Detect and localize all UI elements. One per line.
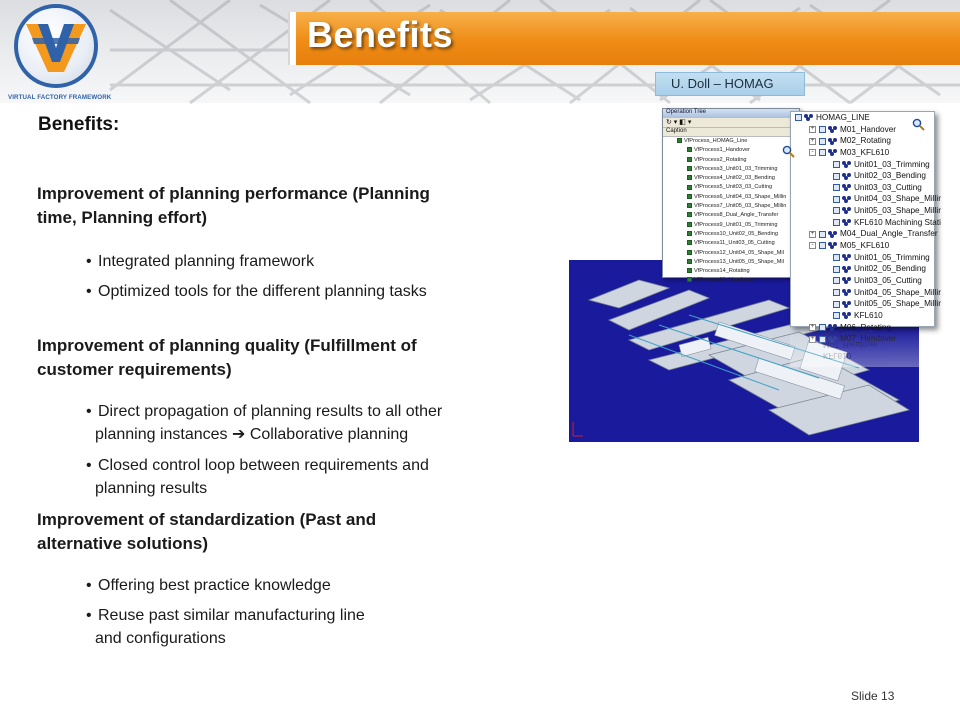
resource-node-icon bbox=[842, 184, 851, 191]
operation-tree-rows bbox=[663, 137, 799, 286]
section-title-line: Improvement of planning quality (Fulfillment of bbox=[37, 336, 417, 355]
operation-tree-row-label: VfProcess_HOMAG_Line bbox=[684, 138, 748, 144]
operation-tree-row[interactable] bbox=[663, 230, 799, 239]
node-checkbox-icon bbox=[833, 196, 840, 203]
structure-tree-row-label: M01_Handover bbox=[840, 124, 896, 134]
structure-tree-row-label: M06_Rotating bbox=[840, 322, 891, 332]
structure-tree-rows bbox=[791, 112, 941, 345]
operation-tree-panel bbox=[662, 108, 800, 284]
slide-number-value: 13 bbox=[881, 689, 895, 703]
structure-tree-row[interactable] bbox=[791, 217, 941, 229]
resource-node-icon bbox=[842, 301, 851, 308]
expand-icon[interactable]: + bbox=[810, 230, 815, 237]
bullet-dot: • bbox=[86, 457, 92, 474]
slide-label: Slide bbox=[851, 689, 878, 703]
resource-node-icon bbox=[828, 138, 837, 145]
operation-tree-row-label: VfProcess14_Rotating bbox=[694, 268, 750, 275]
operation-tree-row[interactable] bbox=[663, 221, 799, 230]
process-node-icon bbox=[687, 222, 692, 227]
expand-icon[interactable]: + bbox=[810, 335, 815, 342]
collapse-icon[interactable]: - bbox=[809, 149, 816, 156]
structure-tree-row[interactable] bbox=[791, 193, 941, 205]
resource-node-icon bbox=[828, 242, 837, 249]
bullet-dot: • bbox=[86, 607, 92, 624]
node-checkbox-icon bbox=[833, 266, 840, 273]
operation-tree-row-label: VfProcess4_Unit02_03_Bending bbox=[694, 175, 775, 182]
logo-vf-mark bbox=[24, 16, 88, 76]
structure-tree-row-label: KFL610 bbox=[854, 310, 883, 320]
bullet-dot: • bbox=[86, 577, 92, 594]
structure-tree-row[interactable] bbox=[791, 252, 934, 264]
structure-tree-row[interactable] bbox=[791, 275, 934, 287]
operation-tree-row[interactable] bbox=[663, 258, 799, 267]
process-node-icon bbox=[687, 268, 692, 273]
expand-icon[interactable]: + bbox=[810, 323, 815, 330]
operation-tree-title: Operation Tree bbox=[663, 109, 799, 118]
structure-tree-row[interactable] bbox=[791, 135, 934, 147]
structure-tree-row-label: M07_Handover bbox=[840, 334, 896, 344]
operation-tree-row-label: VfProcess3_Unit01_03_Trimming bbox=[694, 165, 778, 172]
structure-tree-row[interactable] bbox=[791, 287, 941, 299]
resource-node-icon bbox=[842, 161, 851, 168]
structure-tree-reflection bbox=[790, 327, 935, 367]
expand-icon[interactable]: + bbox=[810, 137, 815, 144]
slide-number bbox=[851, 689, 894, 703]
bullet-text: Direct propagation of planning results to all other bbox=[98, 403, 443, 420]
operation-tree-row-label: VfProcess12_Unit04_05_Shape_Mil bbox=[694, 249, 784, 256]
bullet-text: Closed control loop between requirements and bbox=[98, 457, 429, 474]
structure-tree-row-label: Unit05_03_Shape_Millir bbox=[854, 206, 941, 216]
resource-node-icon bbox=[842, 289, 851, 296]
process-node-icon bbox=[687, 194, 692, 199]
resource-node-icon bbox=[842, 219, 851, 226]
bullet-item bbox=[86, 454, 526, 500]
content-heading: Benefits: bbox=[38, 114, 120, 135]
structure-tree-row-label: Unit05_05_Shape_Millir bbox=[854, 299, 941, 309]
operation-tree-row[interactable] bbox=[663, 267, 799, 276]
process-node-icon bbox=[687, 147, 692, 152]
section-title-quality bbox=[37, 334, 547, 382]
node-checkbox-icon bbox=[833, 254, 840, 261]
bullet-text: Reuse past similar manufacturing line bbox=[98, 607, 365, 624]
vff-logo bbox=[8, 4, 112, 104]
operation-tree-row-label: VfProcess7_Unit05_03_Shape_Millin bbox=[694, 203, 787, 210]
logo-text: VIRTUAL FACTORY FRAMEWORK bbox=[8, 94, 112, 101]
reflection-line: KFL610 bbox=[823, 351, 852, 360]
bullet-text: Offering best practice knowledge bbox=[98, 577, 331, 594]
resource-node-icon bbox=[842, 173, 851, 180]
structure-tree-row[interactable] bbox=[791, 170, 934, 182]
structure-tree-row[interactable] bbox=[791, 263, 934, 275]
reflection-line: M07_Handover bbox=[823, 340, 878, 349]
operation-tree-row[interactable] bbox=[663, 239, 799, 248]
section-title-line: alternative solutions) bbox=[37, 534, 208, 553]
resource-node-icon bbox=[828, 126, 837, 133]
operation-tree-row[interactable] bbox=[663, 146, 799, 155]
bullet-item bbox=[86, 250, 526, 273]
operation-tree-row-label: VfProcess1_Handover bbox=[694, 147, 750, 154]
bullet-item bbox=[86, 604, 526, 650]
operation-tree-row-label: VfProcess9_Unit01_05_Trimming bbox=[694, 221, 778, 228]
reflection-line: M06_Rotating bbox=[823, 329, 873, 338]
node-checkbox-icon bbox=[833, 161, 840, 168]
operation-tree-row[interactable] bbox=[663, 202, 799, 211]
process-node-icon bbox=[687, 250, 692, 255]
operation-tree-row-label: VfProcess13_Unit05_05_Shape_Mil bbox=[694, 258, 784, 265]
operation-tree-row[interactable] bbox=[663, 174, 799, 183]
operation-tree-row-label: VfProcess8_Dual_Angle_Transfer bbox=[694, 212, 779, 219]
structure-tree-row-label: M03_KFL610 bbox=[840, 147, 890, 157]
author-text: U. Doll – HOMAG bbox=[671, 76, 774, 91]
operation-tree-row[interactable] bbox=[663, 137, 799, 146]
process-node-icon bbox=[687, 175, 692, 180]
structure-tree-row-label: Unit02_05_Bending bbox=[854, 264, 926, 274]
node-checkbox-icon bbox=[819, 231, 826, 238]
structure-tree-row-label: KFL610 Machining Stati bbox=[854, 217, 941, 227]
resource-node-icon bbox=[842, 207, 851, 214]
page-title: Benefits bbox=[307, 14, 454, 55]
process-node-icon bbox=[687, 231, 692, 236]
operation-tree-row-label: VfProcess6_Unit04_03_Shape_Millin bbox=[694, 193, 787, 200]
expand-icon[interactable]: + bbox=[810, 125, 815, 132]
process-node-icon bbox=[677, 138, 682, 143]
operation-tree-row-label: VfProcess5_Unit03_03_Cutting bbox=[694, 184, 773, 191]
operation-tree-row-label: VfProcess2_Rotating bbox=[694, 156, 747, 163]
operation-tree-row-label: VfProcess15_Handover bbox=[694, 277, 754, 284]
process-node-icon bbox=[687, 240, 692, 245]
structure-tree-row-label: Unit04_05_Shape_Millir bbox=[854, 287, 941, 297]
resource-node-icon bbox=[842, 266, 851, 273]
node-checkbox-icon bbox=[795, 114, 802, 121]
process-node-icon bbox=[687, 185, 692, 190]
structure-tree-row-label: Unit01_05_Trimming bbox=[854, 252, 930, 262]
operation-tree-row[interactable] bbox=[663, 249, 799, 258]
operation-tree-row[interactable] bbox=[663, 183, 799, 192]
structure-tree-row-label: Unit03_05_Cutting bbox=[854, 275, 922, 285]
structure-tree-row-label: Unit03_03_Cutting bbox=[854, 182, 922, 192]
section-title-line: customer requirements) bbox=[37, 360, 232, 379]
process-node-icon bbox=[687, 259, 692, 264]
resource-node-icon bbox=[828, 149, 837, 156]
node-checkbox-icon bbox=[833, 184, 840, 191]
node-checkbox-icon bbox=[819, 138, 826, 145]
collapse-icon[interactable]: - bbox=[809, 242, 816, 249]
operation-tree-toolbar: ↻ ▾ ◧ ▾ bbox=[663, 118, 799, 128]
bullet-text-continued: planning results bbox=[95, 480, 208, 497]
operation-tree-row[interactable] bbox=[663, 276, 799, 285]
structure-tree-row[interactable] bbox=[791, 205, 941, 217]
structure-tree-row[interactable] bbox=[791, 182, 934, 194]
node-checkbox-icon bbox=[819, 126, 826, 133]
node-checkbox-icon bbox=[833, 289, 840, 296]
process-node-icon bbox=[687, 277, 692, 282]
structure-tree-row-label: M04_Dual_Angle_Transfer bbox=[840, 229, 938, 239]
magnifier-icon bbox=[782, 145, 795, 158]
node-checkbox-icon bbox=[833, 173, 840, 180]
operation-tree-row-label: VfProcess10_Unit02_05_Bending bbox=[694, 230, 778, 237]
bullet-dot: • bbox=[86, 283, 92, 300]
resource-node-icon bbox=[842, 312, 851, 319]
resource-node-icon bbox=[804, 114, 813, 121]
section-title-standardization bbox=[37, 508, 547, 556]
bullet-item bbox=[86, 400, 526, 446]
process-node-icon bbox=[687, 203, 692, 208]
structure-tree-row-label: HOMAG_LINE bbox=[816, 113, 870, 122]
structure-tree-row-label: M05_KFL610 bbox=[840, 241, 890, 251]
node-checkbox-icon bbox=[833, 207, 840, 214]
node-checkbox-icon bbox=[819, 242, 826, 249]
section-title-performance bbox=[37, 182, 547, 230]
operation-tree-row[interactable] bbox=[663, 156, 799, 165]
operation-tree-row[interactable] bbox=[663, 165, 799, 174]
process-node-icon bbox=[687, 157, 692, 162]
section-title-line: Improvement of planning performance (Planning bbox=[37, 184, 430, 203]
process-node-icon bbox=[687, 212, 692, 217]
structure-tree-row-label: M02_Rotating bbox=[840, 136, 891, 146]
node-checkbox-icon bbox=[833, 277, 840, 284]
structure-tree-row-label: Unit02_03_Bending bbox=[854, 171, 926, 181]
structure-tree-row-label: Unit04_03_Shape_Millir bbox=[854, 194, 941, 204]
operation-tree-row[interactable] bbox=[663, 193, 799, 202]
structure-tree-row[interactable] bbox=[791, 147, 934, 159]
node-checkbox-icon bbox=[833, 301, 840, 308]
node-checkbox-icon bbox=[819, 149, 826, 156]
structure-tree-row[interactable] bbox=[791, 159, 934, 171]
process-node-icon bbox=[687, 166, 692, 171]
resource-node-icon bbox=[842, 196, 851, 203]
node-checkbox-icon bbox=[833, 219, 840, 226]
bullet-text: Optimized tools for the different planning tasks bbox=[98, 283, 427, 300]
bullet-dot: • bbox=[86, 403, 92, 420]
bullet-text-continued: and configurations bbox=[95, 630, 226, 647]
resource-node-icon bbox=[842, 277, 851, 284]
bullet-item bbox=[86, 280, 526, 303]
bullet-text-continued: planning instances ➔ Collaborative planning bbox=[95, 426, 409, 443]
resource-node-icon bbox=[828, 231, 837, 238]
structure-tree-row-label: Unit01_03_Trimming bbox=[854, 159, 930, 169]
bullet-text: Integrated planning framework bbox=[98, 253, 315, 270]
node-checkbox-icon bbox=[833, 312, 840, 319]
section-title-line: time, Planning effort) bbox=[37, 208, 207, 227]
bullet-item bbox=[86, 574, 526, 597]
resource-node-icon bbox=[842, 254, 851, 261]
operation-tree-caption-header: Caption bbox=[663, 128, 799, 137]
structure-tree-row[interactable] bbox=[791, 228, 938, 240]
operation-tree-row[interactable] bbox=[663, 211, 799, 220]
structure-tree-row[interactable] bbox=[791, 310, 934, 322]
structure-tree-row[interactable] bbox=[791, 240, 934, 252]
bullet-dot: • bbox=[86, 253, 92, 270]
operation-tree-row-label: VfProcess11_Unit03_05_Cutting bbox=[694, 240, 775, 247]
structure-tree-row[interactable] bbox=[791, 298, 941, 310]
structure-tree-panel bbox=[790, 111, 941, 344]
magnifier-icon bbox=[912, 118, 925, 131]
section-title-line: Improvement of standardization (Past and bbox=[37, 510, 377, 529]
